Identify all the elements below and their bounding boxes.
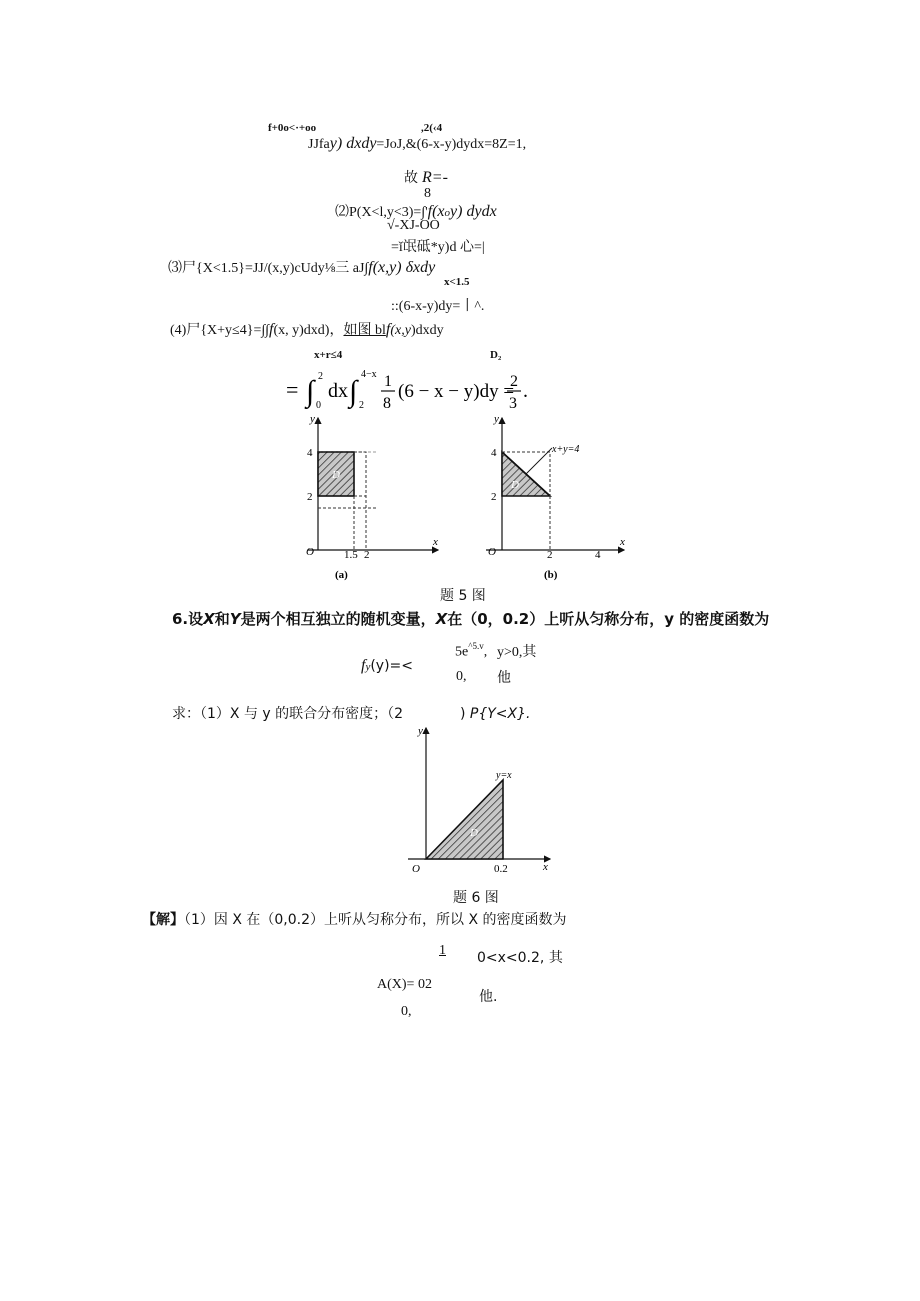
pdf-case1 <box>455 642 487 659</box>
figure-6-caption: 题 6 图 <box>453 890 499 906</box>
stmt-part: 和 <box>214 610 230 628</box>
eq-part: (x, <box>390 323 405 338</box>
problem-6-question <box>172 707 530 721</box>
formula-period: . <box>523 380 528 402</box>
eq-part: 故 <box>404 171 418 186</box>
figure-6 <box>398 722 558 882</box>
pdf-value: 5e <box>455 644 469 660</box>
pdf-case1-condition: y>0,其 <box>497 645 537 660</box>
solution-density-lhs: A(X)= 02 <box>377 977 432 992</box>
part4-equation <box>170 322 444 338</box>
x-axis-label: x <box>620 536 625 548</box>
stmt-var: X <box>435 610 448 628</box>
solution-frac-numerator: 1 <box>439 943 446 958</box>
y-tick-label: 2 <box>491 491 497 503</box>
figure-5a <box>298 410 448 585</box>
pdf-case2-condition: 他 <box>497 670 511 686</box>
stmt-part: 是两个相互独立的随机变量， <box>240 610 436 628</box>
eq-part: ⑵P(X<l,y<3)=∫' <box>335 205 428 220</box>
eq-part: f(x <box>427 203 445 220</box>
region-label: D <box>470 827 478 839</box>
region-d-shaded <box>426 780 503 859</box>
frac-denominator: 8 <box>383 395 391 412</box>
pdf-case2-value: 0, <box>456 669 467 684</box>
origin-label: O <box>412 863 420 875</box>
integral-region-label: x<1.5 <box>444 276 470 288</box>
y-tick-label: 4 <box>491 447 497 459</box>
y-axis-label: y <box>494 413 499 425</box>
solution-case1-condition: 0<x<0.2, 其 <box>477 950 563 966</box>
result-numerator: 2 <box>510 373 518 390</box>
eq-part: )dxdy <box>410 323 444 338</box>
figure-caption-b: (b) <box>544 569 558 581</box>
part2-result: =ǐ氓砥*y)d 心=| <box>391 240 485 255</box>
eq-part: (4)尸{X+y≤4}=∫∫ <box>170 323 270 338</box>
solution-intro <box>142 913 567 927</box>
origin-label: O <box>306 546 314 558</box>
x-tick-label: 2 <box>364 549 370 561</box>
x-axis-label: x <box>433 536 438 548</box>
stmt-part: 6.设 <box>172 610 204 628</box>
eq-part: y) dydx <box>450 203 497 220</box>
pdf-arg: (y)=< <box>370 658 414 674</box>
y-tick-label: 2 <box>307 491 313 503</box>
figure-5b <box>478 410 638 585</box>
inner-lower-limit: 2 <box>359 400 364 411</box>
x-axis-label: x <box>543 861 548 873</box>
y-tick-label: 4 <box>307 447 313 459</box>
eq-part: f <box>269 321 274 338</box>
x-tick-label: 0.2 <box>494 863 508 875</box>
fraction-denominator: 8 <box>424 186 431 201</box>
double-integral-formula <box>280 366 540 414</box>
x-tick-label: 1.5 <box>344 549 358 561</box>
x-tick-label: 4 <box>595 549 601 561</box>
pdf-comma: , <box>483 644 488 660</box>
integral-lower-limit: √-XJ-OO <box>387 218 440 233</box>
inner-upper-limit: 4−x <box>361 369 377 380</box>
origin-label: O <box>488 546 496 558</box>
figure-5-caption: 题 5 图 <box>440 588 486 604</box>
x-tick-label: 2 <box>547 549 553 561</box>
eq-part: (x, y)dxd)， <box>273 323 344 338</box>
eq-part: f <box>385 321 391 338</box>
ask-part: ) <box>459 706 466 722</box>
y-axis-label: y <box>310 413 315 425</box>
formula-equals: = <box>286 377 299 402</box>
formula-dx: dx <box>328 380 348 402</box>
stmt-var: X <box>203 610 215 628</box>
integral-sign-icon: ∫ <box>306 375 315 408</box>
frac-numerator: 1 <box>384 373 392 390</box>
ask-probability: P{Y<X}. <box>469 706 531 722</box>
result-k <box>404 170 448 186</box>
region-label: D <box>332 469 340 481</box>
region-label: D <box>511 479 519 491</box>
y-axis-label: y <box>418 725 423 737</box>
stmt-var: Y <box>229 610 241 628</box>
figure-reference: 如图 bl <box>343 323 386 338</box>
eq-part: R=- <box>422 169 448 186</box>
result-denominator: 3 <box>509 395 517 412</box>
pdf-lhs <box>361 658 413 674</box>
eq-part: =JoJ,&(6-x-y)dydx=8Z=1, <box>376 137 527 152</box>
problem-6-statement <box>172 612 769 627</box>
integral-region-label: x+r≤4 <box>314 349 343 361</box>
solution-case2-value: 0, <box>401 1004 412 1019</box>
outer-upper-limit: 2 <box>318 371 323 382</box>
stmt-part: 在（0，0.2）上听从匀称分布，y 的密度函数为 <box>447 610 770 628</box>
pdf-sub: y <box>365 661 371 673</box>
outer-lower-limit: 0 <box>316 400 321 411</box>
line-label: y=x <box>496 770 512 781</box>
eq-part: JJfa <box>308 137 330 152</box>
integral-limits-left: f+0o<·+oo <box>268 122 317 134</box>
eq-part: y) dxdy <box>329 135 377 152</box>
region-label-d2: D₂ <box>490 349 502 361</box>
pdf-f: f <box>361 657 366 674</box>
dashed-guides <box>354 452 366 550</box>
integral-limits-right: ,2(‹4 <box>421 122 443 134</box>
solution-text: （1）因 X 在（0,0.2）上听从匀称分布，所以 X 的密度函数为 <box>184 912 567 928</box>
normalization-equation <box>308 136 526 152</box>
pdf-exponent: ^5.v <box>468 641 484 651</box>
eq-part: o <box>444 207 451 219</box>
integral-sign-icon: ∫ <box>349 375 358 408</box>
solution-case2-condition: 他. <box>479 989 498 1005</box>
part3-result: ::(6-x-y)dy=丨^. <box>391 299 485 314</box>
eq-part: y <box>404 323 411 338</box>
formula-integrand: (6 − x − y)dy = <box>398 381 515 402</box>
part3-equation <box>168 260 435 276</box>
line-label: x+y=4 <box>552 444 580 455</box>
solution-label: 【解】 <box>142 912 184 928</box>
ask-part: 求：（1）X 与 y 的联合分布密度；（2 <box>172 706 404 722</box>
eq-part: f(x,y) δxdy <box>368 259 436 276</box>
eq-part: ⑶尸{X<1.5}=JJ/(x,y)cUdy⅛三 aJ∫ <box>168 261 369 276</box>
figure-caption-a: (a) <box>335 569 348 581</box>
